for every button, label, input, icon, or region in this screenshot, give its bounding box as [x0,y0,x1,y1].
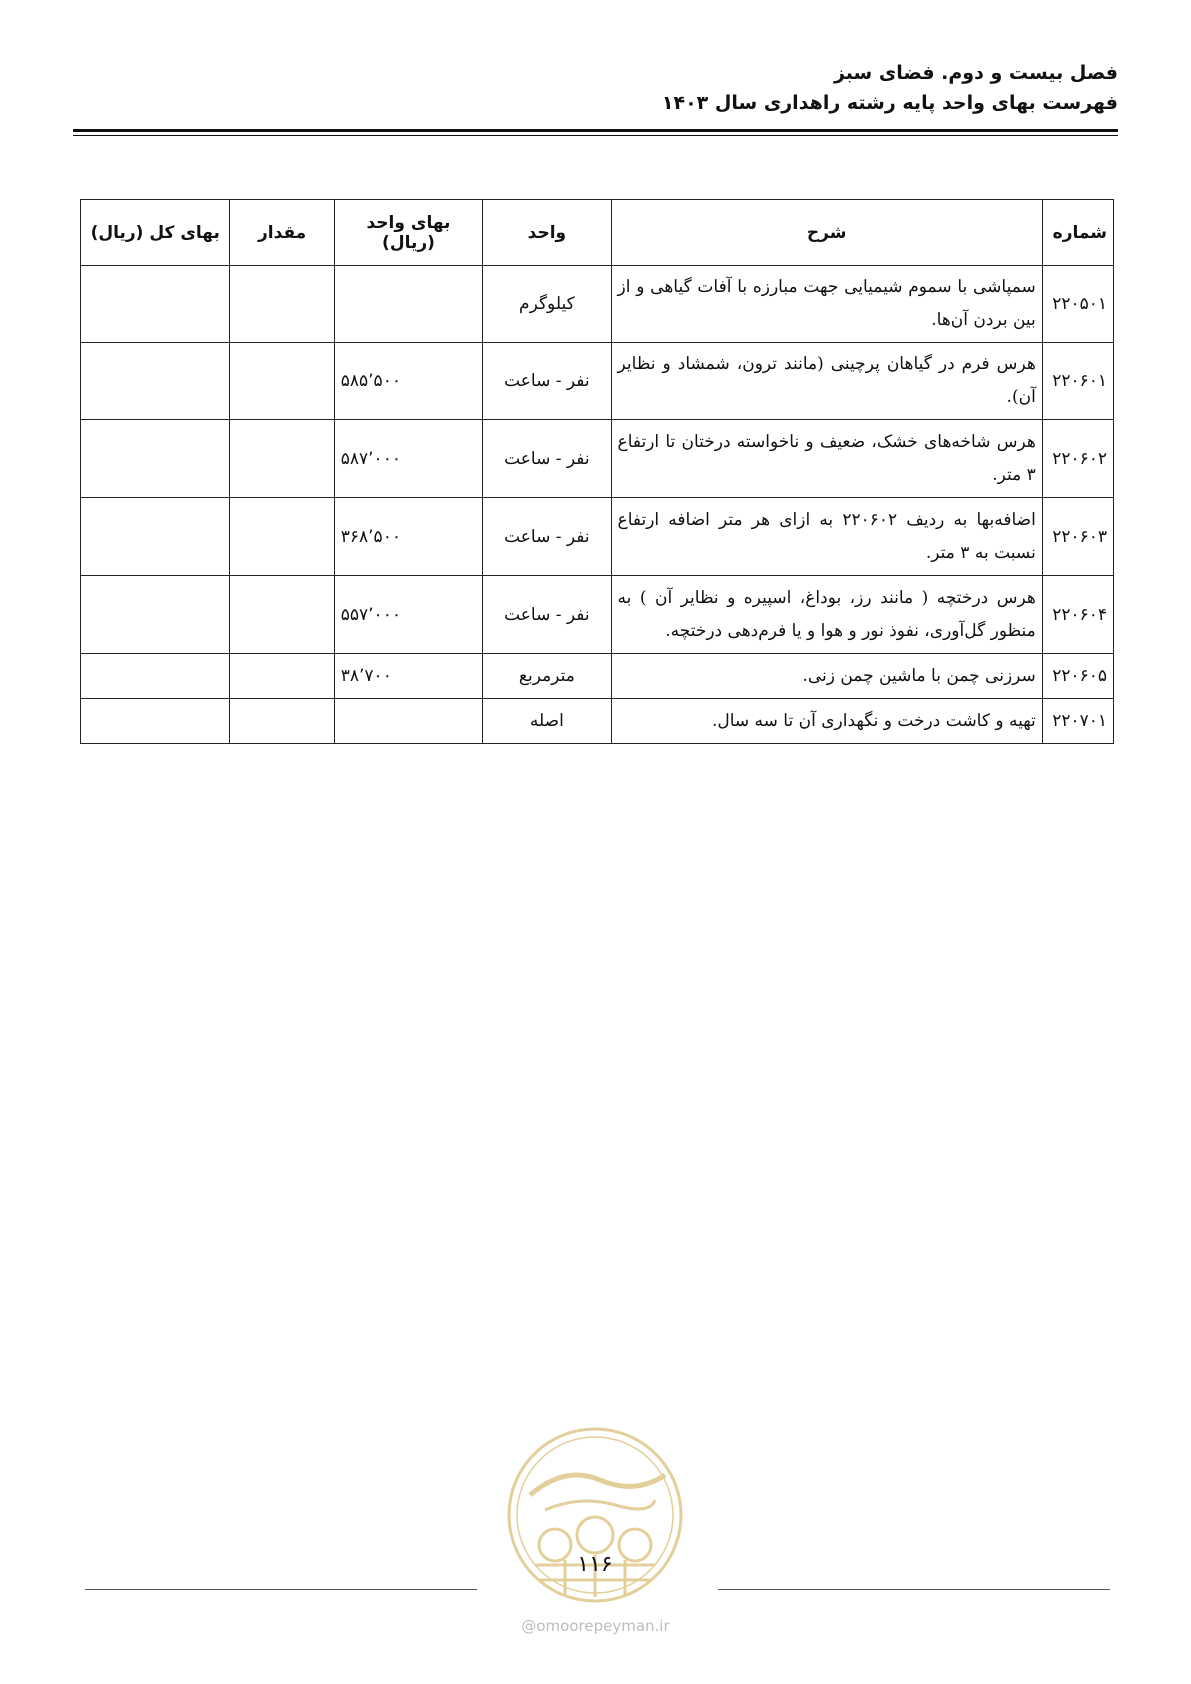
item-description: سمپاشی با سموم شیمیایی جهت مبارزه با آفات گیاهی و از بین بردن آن‌ها. [611,266,1042,343]
table-row [81,699,1114,744]
item-unit: کیلوگرم [483,266,611,343]
item-unit: مترمربع [483,654,611,699]
item-description: هرس درختچه ( مانند رز، بوداغ، اسپیره و نظایر آن ) به منظور گل‌آوری، نفوذ نور و هوا و یا فرم‌دهی درختچه. [611,576,1042,654]
table-row [81,343,1114,420]
item-unit: نفر - ساعت [483,343,611,420]
item-total-price [81,343,230,420]
item-code: ۲۲۰۷۰۱ [1042,699,1113,744]
column-header-total-price: بهای کل (ریال) [81,200,230,266]
item-total-price [81,498,230,576]
item-quantity [230,343,334,420]
column-header-description: شرح [611,200,1042,266]
item-code: ۲۲۰۵۰۱ [1042,266,1113,343]
item-code: ۲۲۰۶۰۳ [1042,498,1113,576]
column-header-code: شماره [1042,200,1113,266]
table-row [81,576,1114,654]
item-quantity [230,420,334,498]
item-unit-price [334,266,482,343]
footer-rule-left [85,1589,477,1590]
price-list-table [80,199,1114,744]
column-header-unit: واحد [483,200,611,266]
footer-rule-right [718,1589,1110,1590]
chapter-title: فصل بیست و دوم. فضای سبز [833,62,1118,84]
page-header [73,58,1118,118]
watermark-seal-icon [505,1425,685,1605]
item-code: ۲۲۰۶۰۱ [1042,343,1113,420]
item-description: سرزنی چمن با ماشین چمن زنی. [611,654,1042,699]
item-unit-price [334,699,482,744]
table-row [81,654,1114,699]
item-total-price [81,576,230,654]
page-number: ۱۱۶ [577,1552,613,1577]
item-code: ۲۲۰۶۰۴ [1042,576,1113,654]
item-description: هرس فرم در گیاهان پرچینی (مانند ترون، شمشاد و نظایر آن). [611,343,1042,420]
column-header-unit-price: بهای واحد (ریال) [334,200,482,266]
item-unit: اصله [483,699,611,744]
item-code: ۲۲۰۶۰۲ [1042,420,1113,498]
item-unit-price: ۳۸٬۷۰۰ [334,654,482,699]
table-row [81,420,1114,498]
item-total-price [81,699,230,744]
item-unit: نفر - ساعت [483,420,611,498]
table-header-row [81,200,1114,266]
item-unit: نفر - ساعت [483,576,611,654]
table-row [81,266,1114,343]
column-header-quantity: مقدار [230,200,334,266]
table-row [81,498,1114,576]
item-code: ۲۲۰۶۰۵ [1042,654,1113,699]
item-quantity [230,498,334,576]
website-watermark: @omoorepeyman.ir [521,1617,670,1635]
header-rule-thick [73,129,1118,132]
item-quantity [230,576,334,654]
item-unit: نفر - ساعت [483,498,611,576]
item-total-price [81,420,230,498]
item-total-price [81,266,230,343]
header-rule-thin [73,135,1118,136]
item-description: هرس شاخه‌های خشک، ضعیف و ناخواسته درختان تا ارتفاع ۳ متر. [611,420,1042,498]
item-unit-price: ۵۸۷٬۰۰۰ [334,420,482,498]
item-quantity [230,654,334,699]
item-unit-price: ۵۵۷٬۰۰۰ [334,576,482,654]
item-description: اضافه‌بها به ردیف ۲۲۰۶۰۲ به ازای هر متر اضافه ارتفاع نسبت به ۳ متر. [611,498,1042,576]
item-description: تهیه و کاشت درخت و نگهداری آن تا سه سال. [611,699,1042,744]
item-unit-price: ۳۶۸٬۵۰۰ [334,498,482,576]
item-total-price [81,654,230,699]
item-quantity [230,699,334,744]
item-unit-price: ۵۸۵٬۵۰۰ [334,343,482,420]
document-title: فهرست بهای واحد پایه رشته راهداری سال ۱۴۰۳ [661,92,1118,114]
item-quantity [230,266,334,343]
